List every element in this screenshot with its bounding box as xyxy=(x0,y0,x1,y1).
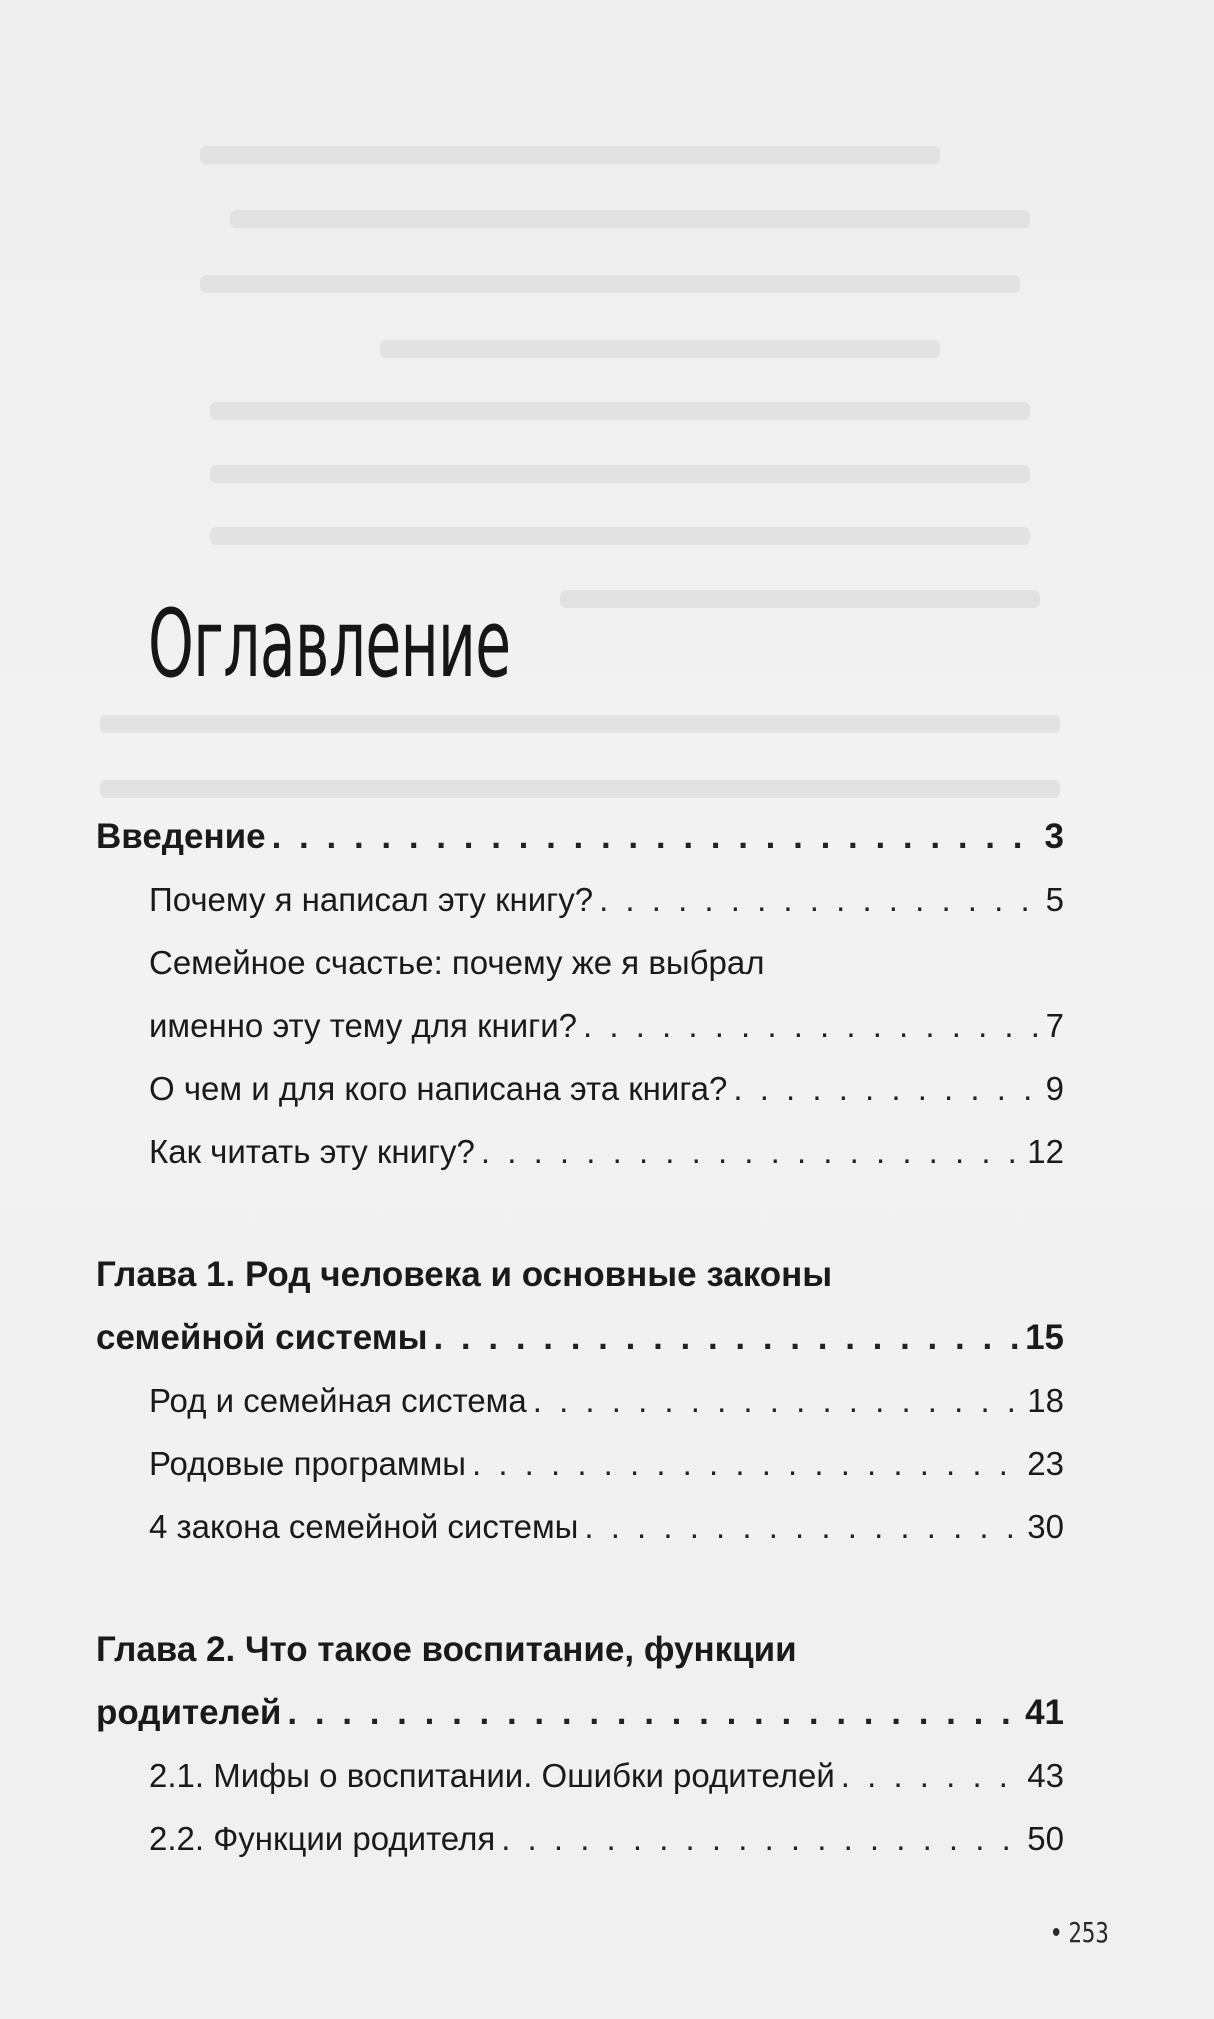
bleed-through-line xyxy=(210,527,1030,545)
toc-entry-label: Как читать эту книгу? xyxy=(149,1133,475,1170)
dot-leader xyxy=(583,994,1040,1057)
dot-leader xyxy=(272,805,1039,868)
page-title: Оглавление xyxy=(148,590,511,699)
toc-entry-page: 41 xyxy=(1025,1693,1064,1732)
page-number xyxy=(1052,1916,1109,1950)
dot-leader xyxy=(841,1744,1022,1807)
dot-leader xyxy=(501,1807,1021,1870)
toc-entry xyxy=(96,1306,1064,1369)
dot-leader xyxy=(472,1432,1021,1495)
toc-entry-page: 23 xyxy=(1027,1445,1064,1482)
toc-entry-label: 2.2. Функции родителя xyxy=(149,1820,496,1857)
toc-entry xyxy=(96,1120,1064,1183)
toc-entry-label: Глава 1. Род человека и основные законы xyxy=(96,1255,833,1294)
toc-entry-page: 15 xyxy=(1025,1318,1064,1357)
toc-entry-page: 12 xyxy=(1027,1133,1064,1170)
toc-entry-label: родителей xyxy=(96,1693,282,1732)
toc-entry xyxy=(96,994,1064,1057)
toc-entry-label: О чем и для кого написана эта книга? xyxy=(149,1070,728,1107)
bleed-through-line xyxy=(100,780,1060,798)
bleed-through-line xyxy=(200,146,940,164)
dot-leader xyxy=(584,1495,1021,1558)
toc-entry xyxy=(96,868,1064,931)
toc-entry-page: 5 xyxy=(1045,881,1064,918)
page-number-value: 253 xyxy=(1068,1916,1109,1949)
toc-entry xyxy=(96,1681,1064,1744)
toc-entry-page: 7 xyxy=(1045,1007,1064,1044)
bleed-through-line xyxy=(380,340,940,358)
section-gap xyxy=(96,1558,1064,1618)
toc-entry-label: Глава 2. Что такое воспитание, функции xyxy=(96,1630,797,1669)
toc-entry xyxy=(96,1495,1064,1558)
toc-entry-page: 50 xyxy=(1027,1820,1064,1857)
dot-leader xyxy=(287,1681,1019,1744)
bleed-through-line xyxy=(230,210,1030,228)
toc-entry xyxy=(96,1243,1064,1306)
toc-entry xyxy=(96,1432,1064,1495)
toc-entry-label: 2.1. Мифы о воспитании. Ошибки родителей xyxy=(149,1757,835,1794)
toc-entry-page: 43 xyxy=(1027,1757,1064,1794)
toc-entry-label: Введение xyxy=(96,817,266,856)
bleed-through-line xyxy=(210,402,1030,420)
toc-entry-label: семейной системы xyxy=(96,1318,428,1357)
toc-entry-page: 9 xyxy=(1045,1070,1064,1107)
bullet-icon: • xyxy=(1052,1916,1061,1949)
bleed-through-line xyxy=(100,715,1060,733)
toc-entry xyxy=(96,1807,1064,1870)
toc-entry xyxy=(96,805,1064,868)
toc-entry-page: 3 xyxy=(1044,817,1064,856)
dot-leader xyxy=(533,1369,1022,1432)
dot-leader xyxy=(433,1306,1019,1369)
bleed-through-line xyxy=(210,465,1030,483)
toc-entry xyxy=(96,1618,1064,1681)
bleed-through-line xyxy=(200,275,1020,293)
toc-entry xyxy=(96,1744,1064,1807)
toc-entry xyxy=(96,1369,1064,1432)
dot-leader xyxy=(733,1057,1039,1120)
bleed-through-line xyxy=(560,590,1040,608)
toc-entry-label: Почему я написал эту книгу? xyxy=(149,881,594,918)
toc-entry-label: Род и семейная система xyxy=(149,1382,527,1419)
toc-entry-page: 30 xyxy=(1027,1508,1064,1545)
table-of-contents xyxy=(96,805,1064,1870)
dot-leader xyxy=(481,1120,1021,1183)
toc-entry xyxy=(96,931,1064,994)
dot-leader xyxy=(599,868,1040,931)
toc-entry-label: именно эту тему для книги? xyxy=(149,1007,578,1044)
toc-entry-page: 18 xyxy=(1027,1382,1064,1419)
toc-entry xyxy=(96,1057,1064,1120)
section-gap xyxy=(96,1183,1064,1243)
toc-entry-label: 4 закона семейной системы xyxy=(149,1508,579,1545)
toc-entry-label: Родовые программы xyxy=(149,1445,466,1482)
toc-entry-label: Семейное счастье: почему же я выбрал xyxy=(149,944,765,981)
